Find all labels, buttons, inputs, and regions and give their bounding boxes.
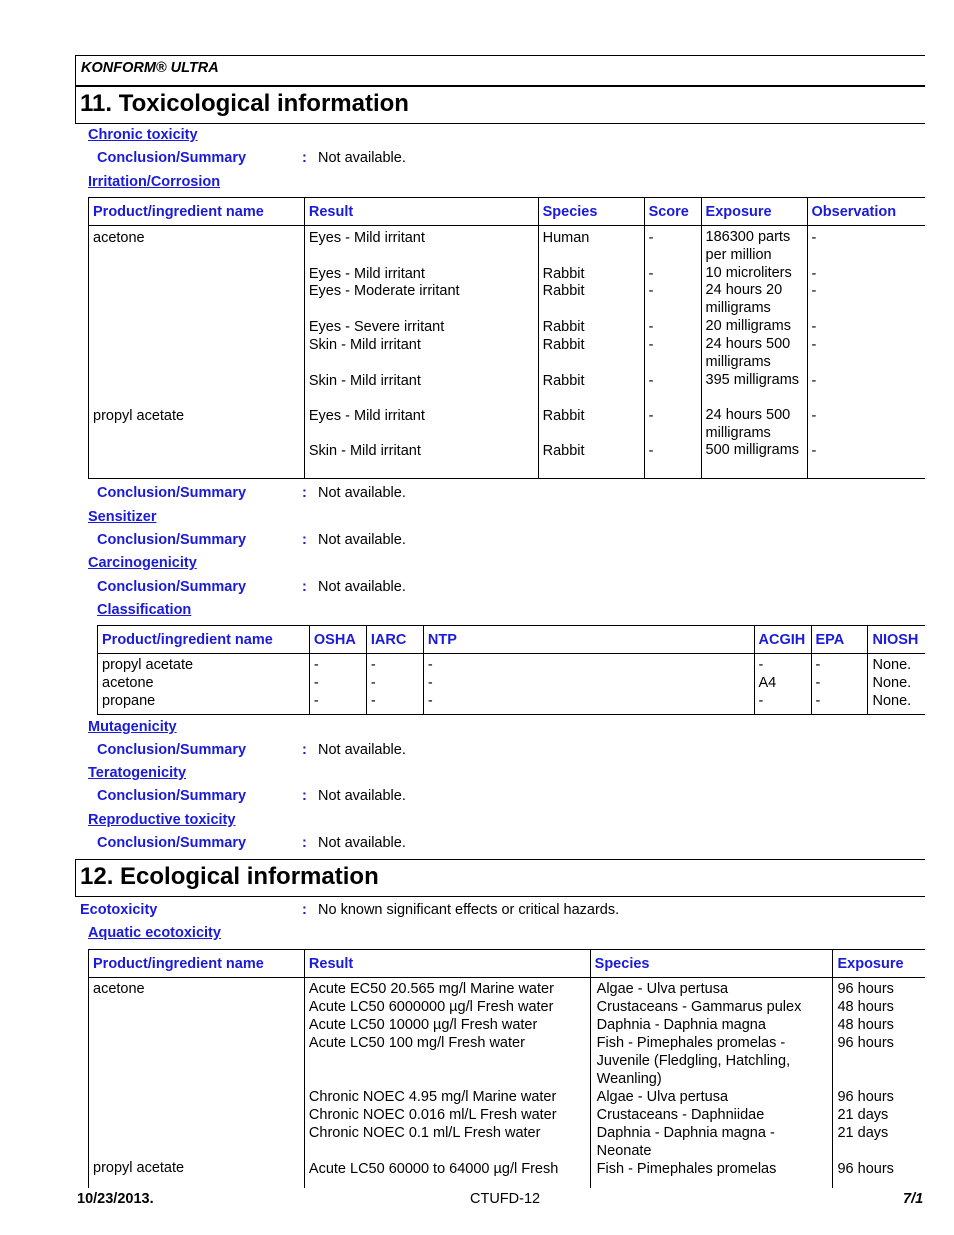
colon: :	[302, 532, 307, 548]
mutagenicity-conclusion-value: Not available.	[318, 742, 406, 758]
exposure-cell: 48 hours	[837, 999, 894, 1015]
exposure-cell: 500 milligrams	[705, 442, 800, 458]
chronic-conclusion-label: Conclusion/Summary	[97, 150, 247, 166]
acgih-cell: -	[758, 657, 764, 673]
exposure-cell: 48 hours	[837, 1017, 894, 1033]
result-cell: Acute EC50 20.565 mg/l Marine water	[308, 981, 554, 997]
epa-cell: -	[815, 693, 821, 709]
species-cell: Crustaceans - Gammarus pulex	[596, 999, 802, 1015]
mutagenicity-conclusion-label: Conclusion/Summary	[97, 742, 247, 758]
colon: :	[302, 579, 307, 595]
table-header-row	[89, 198, 926, 226]
species-cell: Fish - Pimephales promelas - Juvenile (Fledgling, Hatchling, Weanling)	[596, 1035, 791, 1087]
exposure-cell: 395 milligrams	[705, 372, 800, 388]
iarc-cell: -	[370, 693, 376, 709]
aquatic-ecotoxicity-heading[interactable]: Aquatic ecotoxicity	[88, 925, 221, 941]
col-header: OSHA	[309, 626, 366, 654]
exposure-cell: 96 hours	[837, 1089, 894, 1105]
chronic-toxicity-heading[interactable]: Chronic toxicity	[88, 127, 198, 143]
teratogenicity-heading[interactable]: Teratogenicity	[88, 765, 187, 781]
exposure-cell: 21 days	[837, 1125, 889, 1141]
exposure-cell: 24 hours 500 milligrams	[705, 407, 791, 441]
exposure-cell: 96 hours	[837, 981, 894, 997]
exposure-cell: 24 hours 20 milligrams	[705, 282, 783, 316]
colon: :	[302, 742, 307, 758]
col-header: EPA	[811, 626, 868, 654]
observation-cell: -	[811, 283, 817, 299]
col-header: Product/ingredient name	[89, 198, 305, 226]
product-header: KONFORM® ULTRA	[75, 55, 925, 86]
result-cell: Acute LC50 100 mg/l Fresh water	[308, 1035, 525, 1051]
exposure-cell: 21 days	[837, 1107, 889, 1123]
observation-cell: -	[811, 266, 817, 282]
exposure-cell: 186300 parts per million	[705, 229, 791, 263]
score-cell: -	[648, 443, 654, 459]
reproductive-conclusion-label: Conclusion/Summary	[97, 835, 247, 851]
species-cell: Rabbit	[542, 266, 585, 282]
table-row	[98, 654, 926, 715]
ingredient-name: acetone	[102, 675, 154, 691]
niosh-cell: None.	[872, 675, 912, 691]
col-header: IARC	[366, 626, 423, 654]
score-cell: -	[648, 319, 654, 335]
col-header: Result	[304, 198, 538, 226]
table-row	[89, 978, 926, 1188]
acgih-cell: -	[758, 693, 764, 709]
colon: :	[302, 150, 307, 166]
iarc-cell: -	[370, 675, 376, 691]
colon: :	[302, 835, 307, 851]
aquatic-table	[88, 949, 925, 1188]
observation-cell: -	[811, 443, 817, 459]
epa-cell: -	[815, 675, 821, 691]
table-row	[89, 226, 926, 479]
species-cell: Algae - Ulva pertusa	[596, 1089, 729, 1105]
classification-heading[interactable]: Classification	[97, 602, 192, 618]
ecotoxicity-label: Ecotoxicity	[80, 902, 158, 918]
result-cell: Eyes - Mild irritant	[308, 266, 425, 282]
section-11-title: 11. Toxicological information	[75, 86, 925, 124]
result-cell: Skin - Mild irritant	[308, 337, 421, 353]
classification-table	[97, 625, 925, 715]
exposure-cell: 96 hours	[837, 1161, 894, 1177]
observation-cell: -	[811, 319, 817, 335]
col-header: NIOSH	[868, 626, 925, 654]
chronic-conclusion-value: Not available.	[318, 150, 406, 166]
irritation-conclusion-value: Not available.	[318, 485, 406, 501]
col-header: Product/ingredient name	[98, 626, 310, 654]
ntp-cell: -	[427, 693, 433, 709]
col-header: ACGIH	[754, 626, 811, 654]
col-header: Exposure	[833, 950, 925, 978]
ntp-cell: -	[427, 657, 433, 673]
ingredient-name: propyl acetate	[102, 657, 194, 673]
osha-cell: -	[313, 675, 319, 691]
species-cell: Crustaceans - Daphniidae	[596, 1107, 765, 1123]
ingredient-name: acetone	[93, 981, 145, 997]
result-cell: Eyes - Severe irritant	[308, 319, 445, 335]
footer-doc-code: CTUFD-12	[470, 1191, 541, 1207]
carcinogenicity-heading[interactable]: Carcinogenicity	[88, 555, 197, 571]
species-cell: Rabbit	[542, 443, 585, 459]
species-cell: Rabbit	[542, 408, 585, 424]
col-header: Result	[304, 950, 590, 978]
footer-page-number: 7/1	[903, 1191, 924, 1207]
carcinogenicity-conclusion-value: Not available.	[318, 579, 406, 595]
irritation-conclusion-label: Conclusion/Summary	[97, 485, 247, 501]
acgih-cell: A4	[758, 675, 777, 691]
colon: :	[302, 788, 307, 804]
col-header: NTP	[423, 626, 754, 654]
irritation-heading[interactable]: Irritation/Corrosion	[88, 174, 221, 190]
species-cell: Rabbit	[542, 319, 585, 335]
ingredient-name: acetone	[93, 230, 145, 246]
section-12-title: 12. Ecological information	[75, 859, 925, 897]
result-cell: Chronic NOEC 0.016 ml/L Fresh water	[308, 1107, 557, 1123]
iarc-cell: -	[370, 657, 376, 673]
score-cell: -	[648, 337, 654, 353]
ntp-cell: -	[427, 675, 433, 691]
niosh-cell: None.	[872, 693, 912, 709]
footer-date: 10/23/2013.	[77, 1191, 154, 1207]
score-cell: -	[648, 266, 654, 282]
result-cell: Acute LC50 60000 to 64000 µg/l Fresh	[308, 1161, 559, 1177]
epa-cell: -	[815, 657, 821, 673]
species-cell: Rabbit	[542, 373, 585, 389]
exposure-cell: 20 milligrams	[705, 318, 791, 334]
table-header-row	[89, 950, 926, 978]
score-cell: -	[648, 373, 654, 389]
col-header: Species	[538, 198, 644, 226]
species-cell: Rabbit	[542, 337, 585, 353]
result-cell: Eyes - Mild irritant	[308, 230, 425, 246]
ingredient-name: propane	[102, 693, 156, 709]
ecotoxicity-value: No known significant effects or critical hazards.	[318, 902, 620, 918]
result-cell: Acute LC50 10000 µg/l Fresh water	[308, 1017, 538, 1033]
col-header: Observation	[807, 198, 925, 226]
col-header: Exposure	[701, 198, 807, 226]
observation-cell: -	[811, 230, 817, 246]
result-cell: Skin - Mild irritant	[308, 443, 421, 459]
exposure-cell: 10 microliters	[705, 265, 792, 281]
result-cell: Chronic NOEC 0.1 ml/L Fresh water	[308, 1125, 541, 1141]
reproductive-conclusion-value: Not available.	[318, 835, 406, 851]
observation-cell: -	[811, 373, 817, 389]
irritation-table	[88, 197, 925, 479]
niosh-cell: None.	[872, 657, 912, 673]
species-cell: Algae - Ulva pertusa	[596, 981, 729, 997]
species-cell: Daphnia - Daphnia magna - Neonate	[596, 1125, 775, 1159]
result-cell: Eyes - Moderate irritant	[308, 283, 460, 299]
observation-cell: -	[811, 337, 817, 353]
result-cell: Skin - Mild irritant	[308, 373, 421, 389]
col-header: Score	[644, 198, 701, 226]
reproductive-toxicity-heading[interactable]: Reproductive toxicity	[88, 812, 236, 828]
result-cell: Eyes - Mild irritant	[308, 408, 425, 424]
ingredient-name: propyl acetate	[93, 408, 185, 424]
species-cell: Rabbit	[542, 283, 585, 299]
col-header: Product/ingredient name	[89, 950, 305, 978]
mutagenicity-heading[interactable]: Mutagenicity	[88, 719, 177, 735]
colon: :	[302, 485, 307, 501]
result-cell: Chronic NOEC 4.95 mg/l Marine water	[308, 1089, 557, 1105]
species-cell: Daphnia - Daphnia magna	[596, 1017, 766, 1033]
species-cell: Fish - Pimephales promelas	[596, 1161, 777, 1177]
table-header-row	[98, 626, 926, 654]
teratogenicity-conclusion-label: Conclusion/Summary	[97, 788, 247, 804]
score-cell: -	[648, 283, 654, 299]
osha-cell: -	[313, 657, 319, 673]
sensitizer-conclusion-label: Conclusion/Summary	[97, 532, 247, 548]
osha-cell: -	[313, 693, 319, 709]
col-header: Species	[590, 950, 833, 978]
ingredient-name: propyl acetate	[93, 1160, 185, 1176]
result-cell: Acute LC50 6000000 µg/l Fresh water	[308, 999, 554, 1015]
score-cell: -	[648, 408, 654, 424]
exposure-cell: 96 hours	[837, 1035, 894, 1051]
observation-cell: -	[811, 408, 817, 424]
exposure-cell: 24 hours 500 milligrams	[705, 336, 791, 370]
score-cell: -	[648, 230, 654, 246]
species-cell: Human	[542, 230, 590, 246]
carcinogenicity-conclusion-label: Conclusion/Summary	[97, 579, 247, 595]
teratogenicity-conclusion-value: Not available.	[318, 788, 406, 804]
sensitizer-conclusion-value: Not available.	[318, 532, 406, 548]
colon: :	[302, 902, 307, 918]
sensitizer-heading[interactable]: Sensitizer	[88, 509, 157, 525]
